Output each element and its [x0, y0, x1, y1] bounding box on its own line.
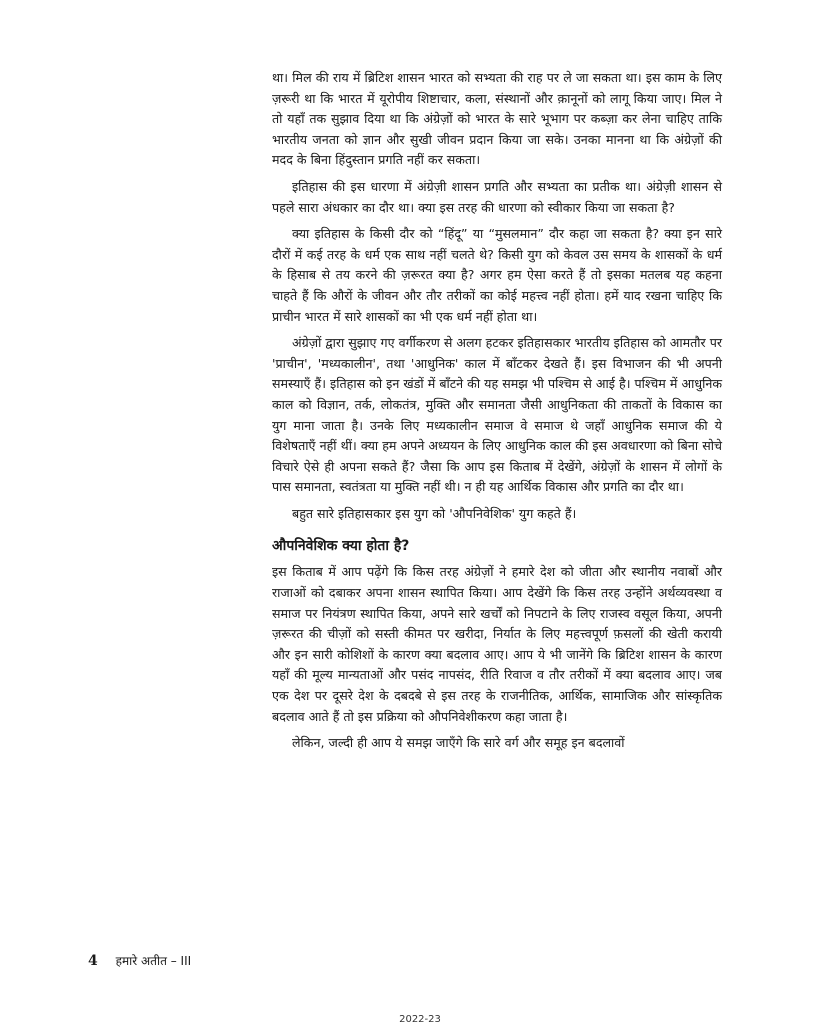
page-footer [88, 952, 191, 969]
book-title: हमारे अतीत – III [115, 954, 192, 968]
paragraph-5: बहुत सारे इतिहासकार इस युग को 'औपनिवेशिक' युग कहते हैं। [292, 505, 577, 521]
section-heading: औपनिवेशिक क्या होता है? [272, 538, 410, 555]
page-number: 4 [88, 953, 98, 969]
main-text [272, 68, 722, 760]
paragraph-3: क्या इतिहास के किसी दौर को “हिंदू” या “मुसलमान” दौर कहा जा सकता है? क्या इन सारे दौरों में कई तरह के धर्म एक साथ नहीं चलते थे? किसी युग को केवल उस समय के शासकों के धर्म के हिसाब से तय करने की ज़रूरत क्या है? अगर हम ऐसा करते हैं तो इसका मतलब यह कहना चाहते हैं कि औरों के जीवन और तौर तरीकों का कोई महत्त्व नहीं होता। हमें याद रखना चाहिए कि प्राचीन भारत में सारे शासकों का भी एक धर्म नहीं होता था। [272, 226, 722, 324]
paragraph-1: था। मिल की राय में ब्रिटिश शासन भारत को सभ्यता की राह पर ले जा सकता था। इस काम के लिए ज़रूरी था कि भारत में यूरोपीय शिष्टाचार, कला, संस्थानों और क़ानूनों को लागू किया जाए। मिल ने तो यहाँ तक सुझाव दिया था कि अंग्रेज़ों को भारत के सारे भूभाग पर कब्ज़ा कर लेना चाहिए ताकि भारतीय जनता को ज्ञान और सुखी जीवन प्रदान किया जा सके। उनका मानना था कि अंग्रेज़ों की मदद के बिना हिंदुस्तान प्रगति नहीं कर सकता। [272, 70, 722, 168]
paragraph-2: इतिहास की इस धारणा में अंग्रेज़ी शासन प्रगति और सभ्यता का प्रतीक था। अंग्रेज़ी शासन से पहले सारा अंधकार का दौर था। क्या इस तरह की धारणा को स्वीकार किया जा सकता है? [272, 178, 722, 215]
paragraph-4: अंग्रेज़ों द्वारा सुझाए गए वर्गीकरण से अलग हटकर इतिहासकार भारतीय इतिहास को आमतौर पर 'प्राचीन', 'मध्यकालीन', तथा 'आधुनिक' काल में बाँटकर देखते हैं। इस विभाजन की भी अपनी समस्याएँ हैं। इतिहास को इन खंडों में बाँटने की यह समझ भी पश्चिम से आई है। पश्चिम में आधुनिक काल को विज्ञान, तर्क, लोकतंत्र, मुक्ति और समानता जैसी आधुनिकता की ताकतों के विकास का युग माना जाता है। उनके लिए मध्यकालीन समाज वे समाज थे जहाँ आधुनिक समाज की ये विशेषताएँ नहीं थीं। क्या हम अपने अध्ययन के लिए आधुनिक काल की इस अवधारणा को बिना सोचे विचारे ऐसे ही अपना सकते हैं? जैसा कि आप इस किताब में देखेंगे, अंग्रेज़ों के शासन में लोगों के पास समानता, स्वतंत्रता या मुक्ति नहीं थी। न ही यह आर्थिक विकास और प्रगति का दौर था। [272, 335, 723, 495]
edition-year: 2022-23 [399, 1014, 441, 1025]
section-paragraph-2: लेकिन, जल्दी ही आप ये समझ जाएँगे कि सारे वर्ग और समूह इन बदलावों [292, 735, 625, 751]
section-paragraph-1: इस किताब में आप पढ़ेंगे कि किस तरह अंग्रेज़ों ने हमारे देश को जीता और स्थानीय नवाबों और राजाओं को दबाकर अपना शासन स्थापित किया। आप देखेंगे कि किस तरह उन्होंने अर्थव्यवस्था व समाज पर नियंत्रण स्थापित किया, अपने सारे खर्चों को निपटाने के लिए राजस्व वसूल किया, अपनी ज़रूरत की चीज़ों को सस्ती कीमत पर खरीदा, निर्यात के लिए महत्त्वपूर्ण फ़सलों की खेती करायी और इन सारी कोशिशों के कारण क्या बदलाव आए। आप ये भी जानेंगे कि ब्रिटिश शासन के कारण यहाँ की मूल्य मान्यताओं और पसंद नापसंद, रीति रिवाज व तौर तरीकों में क्या बदलाव आए। जब एक देश पर दूसरे देश के दबदबे से इस तरह के राजनीतिक, आर्थिक, सामाजिक और सांस्कृतिक बदलाव आते हैं तो इस प्रक्रिया को औपनिवेशीकरण कहा जाता है। [272, 564, 722, 724]
